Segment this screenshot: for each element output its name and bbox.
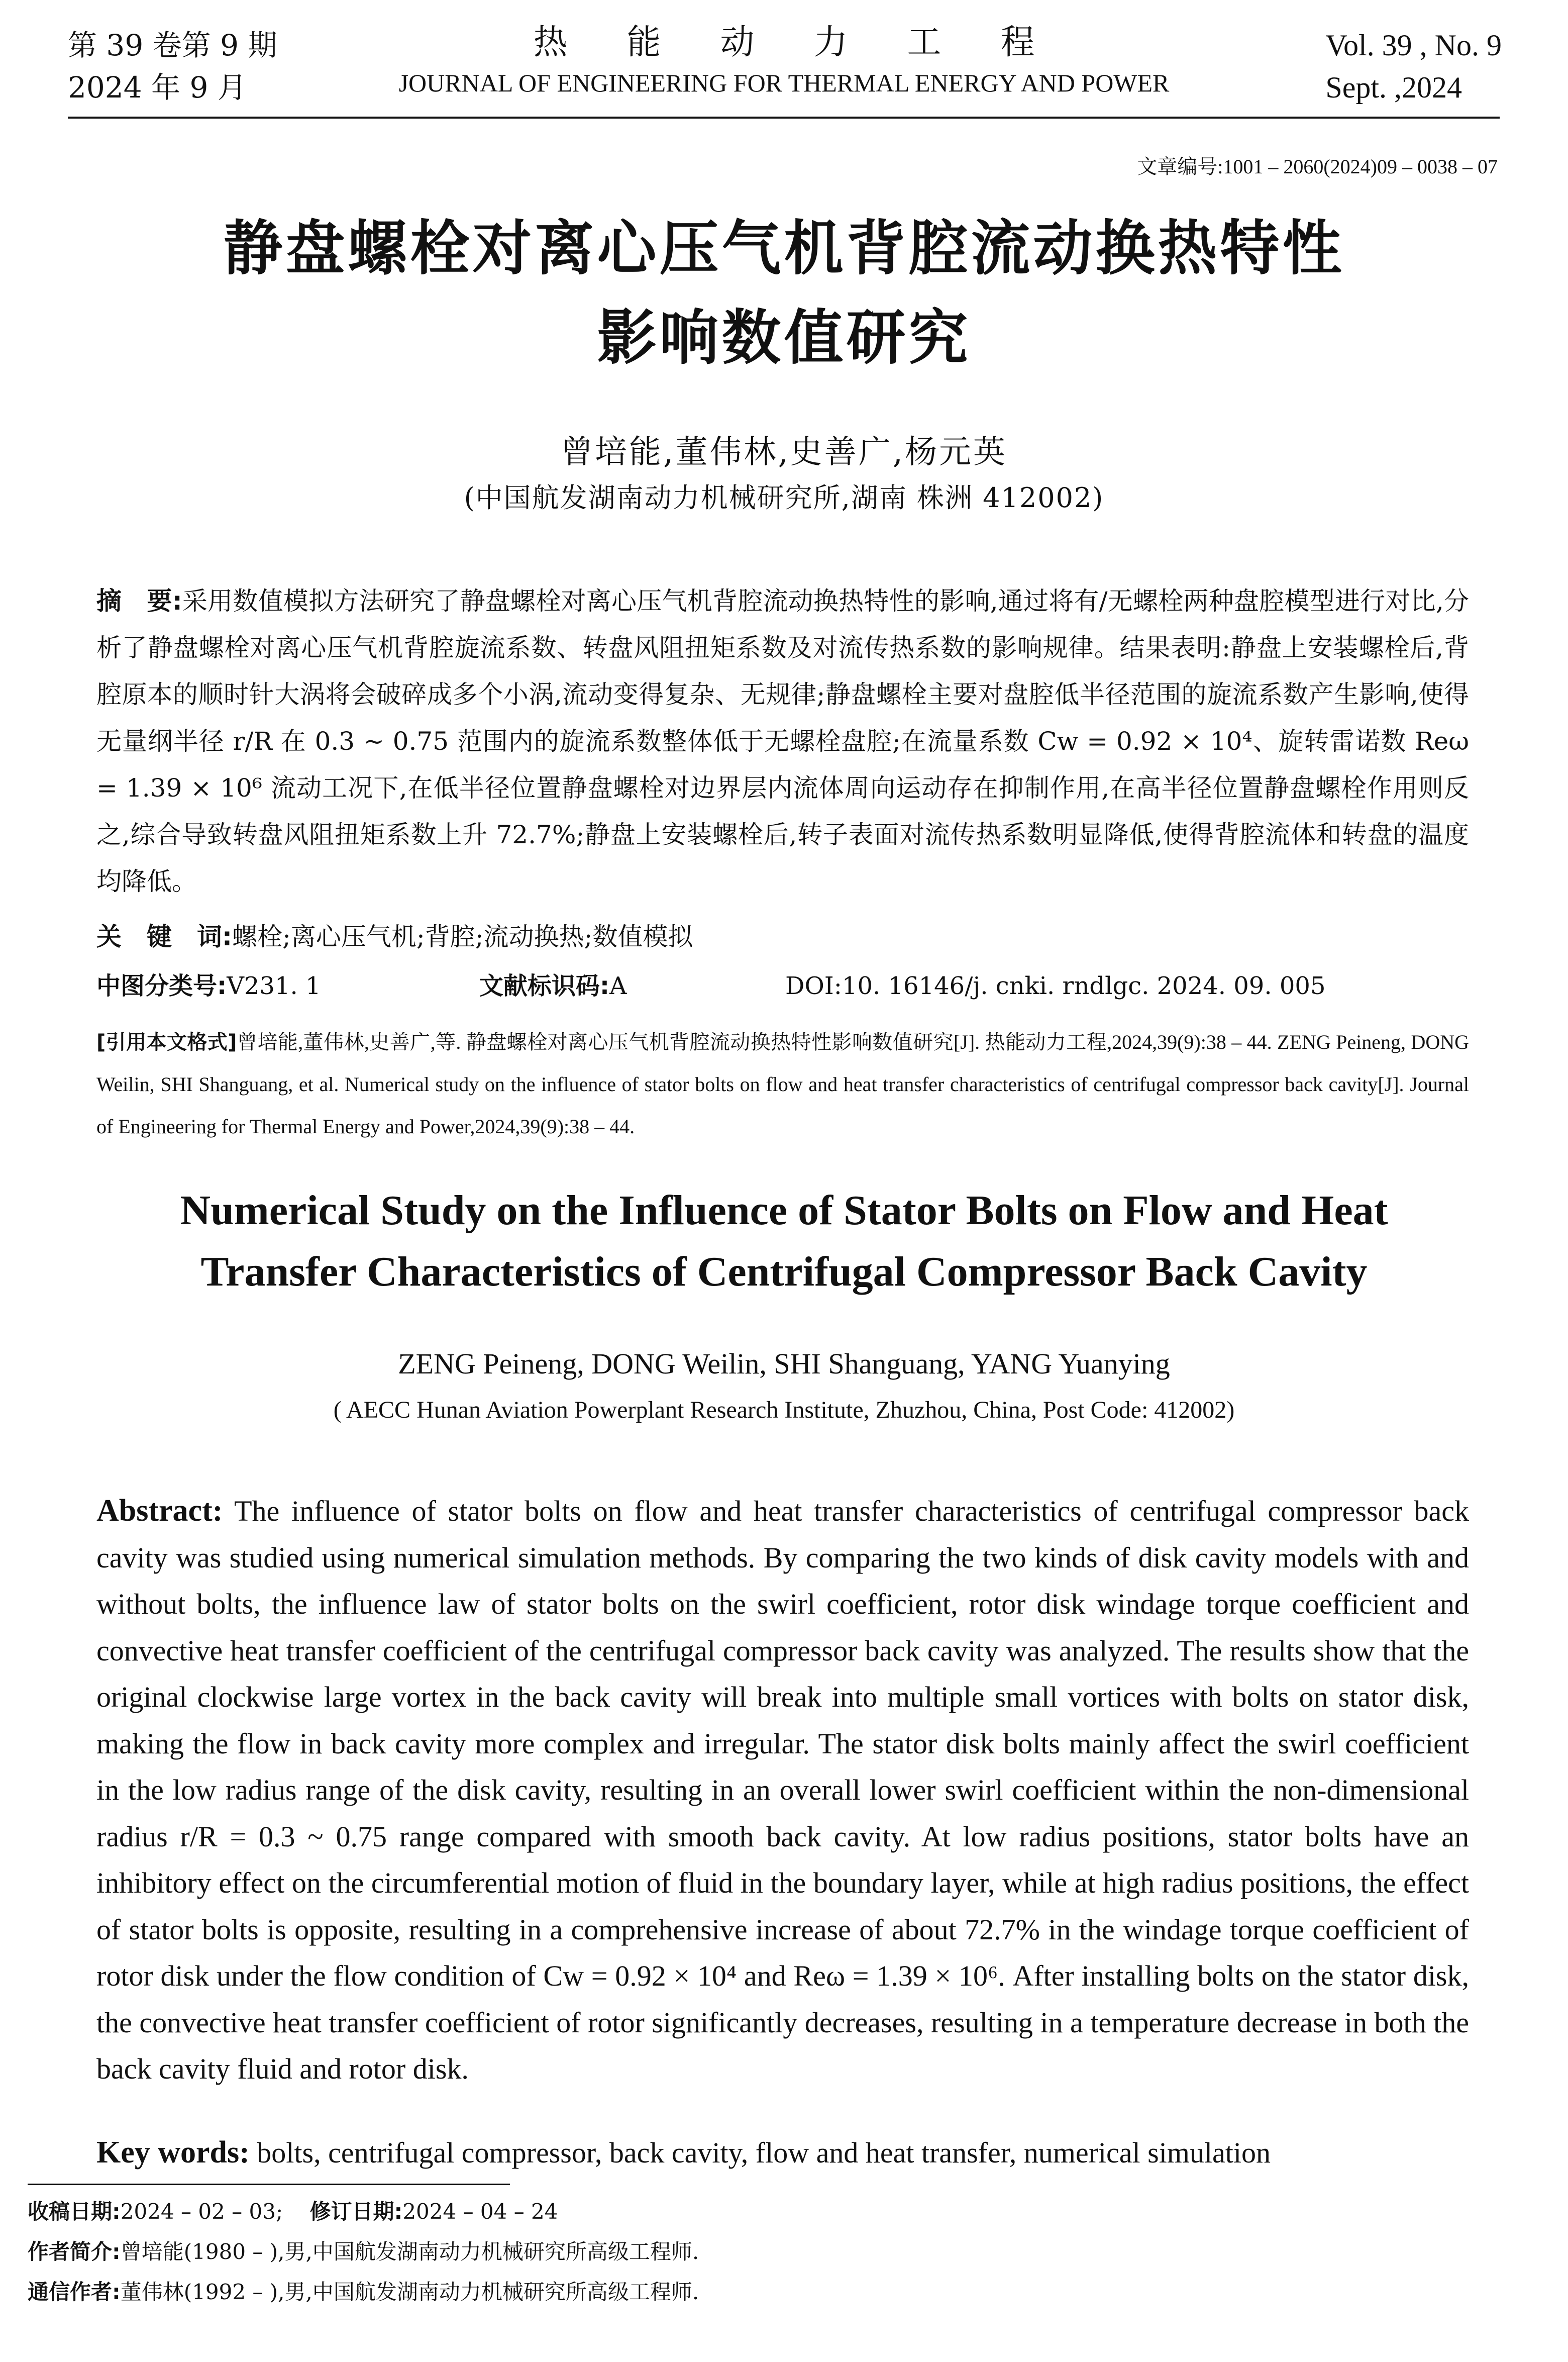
abstract-en [96, 1488, 1469, 2093]
citation-label: [引用本文格式] [96, 1031, 237, 1054]
paper-title-cn [0, 204, 1568, 382]
received-value: 2024 – 02 – 03; [120, 2199, 283, 2224]
journal-name-cn: 热能动力工程 [533, 23, 1094, 62]
issue-date-en: Sept. ,2024 [1325, 71, 1462, 104]
footnote-corresponding [28, 2273, 699, 2312]
paper-title-cn-line2: 影响数值研究 [597, 303, 971, 372]
paper-title-en-line2: Transfer Characteristics of Centrifugal Compressor Back Cavity [200, 1248, 1368, 1295]
bio-label: 作者简介: [28, 2239, 121, 2264]
doc-code-value: A [609, 972, 627, 1000]
keywords-cn [96, 914, 1469, 960]
journal-name-en: JOURNAL OF ENGINEERING FOR THERMAL ENERGY AND POWER [398, 69, 1170, 97]
classification-line [96, 963, 1469, 1010]
paper-title-cn-line1: 静盘螺栓对离心压气机背腔流动换热特性 [223, 214, 1345, 283]
keywords-en-label: Key words: [96, 2135, 250, 2170]
footnote-author-bio [28, 2232, 699, 2272]
corresponding-label: 通信作者: [28, 2280, 121, 2304]
issue-info-en [1325, 24, 1502, 109]
citation-format [96, 1021, 1469, 1148]
corresponding-value: 董伟林(1992 – ),男,中国航发湖南动力机械研究所高级工程师. [120, 2280, 699, 2304]
revised-label: 修订日期: [309, 2199, 403, 2224]
paper-title-en-line1: Numerical Study on the Influence of Stator Bolts on Flow and Heat [180, 1187, 1388, 1234]
keywords-en-text: bolts, centrifugal compressor, back cavity, flow and heat transfer, numerical simulation [257, 2136, 1271, 2169]
abstract-en-label: Abstract: [96, 1494, 223, 1528]
header-rule [68, 117, 1500, 119]
keywords-cn-label: 关 键 词: [96, 922, 232, 951]
clc-value: V231. 1 [227, 972, 321, 1000]
article-number: 文章编号:1001 – 2060(2024)09 – 0038 – 07 [1137, 155, 1498, 178]
keywords-cn-text: 螺栓;离心压气机;背腔;流动换热;数值模拟 [232, 922, 693, 951]
abstract-cn-text: 采用数值模拟方法研究了静盘螺栓对离心压气机背腔流动换热特性的影响,通过将有/无螺栓两种盘腔模型进行对比,分析了静盘螺栓对离心压气机背腔旋流系数、转盘风阻扭矩系数及对流传热系数的影响规律。结果表明:静盘上安装螺栓后,背腔原本的顺时针大涡将会破碎成多个小涡,流动变得复杂、无规律;静盘螺栓主要对盘腔低半径范围的旋流系数产生影响,使得无量纲半径 r/R 在 0.3 ~ 0.75 范围内的旋流系数整体低于无螺栓盘腔;在流量系数 Cw = 0.92 × 10⁴、旋转雷诺数 Reω = 1.39 × 10⁶ 流动工况下,在低半径位置静盘螺栓对边界层内流体周向运动存在抑制作用,在高半径位置静盘螺栓作用则反之,综合导致转盘风阻扭矩系数上升 72.7%;静盘上安装螺栓后,转子表面对流传热系数明显降低,使得背腔流体和转盘的温度均降低。 [96, 586, 1469, 896]
abstract-cn-label: 摘 要: [96, 586, 182, 616]
received-label: 收稿日期: [28, 2199, 121, 2224]
paper-title-en [0, 1180, 1568, 1303]
affiliation-en: ( AECC Hunan Aviation Powerplant Research Institute, Zhuzhou, China, Post Code: 412002) [333, 1397, 1235, 1423]
issue-volume-en: Vol. 39 , No. 9 [1325, 29, 1502, 62]
affiliation-cn: (中国航发湖南动力机械研究所,湖南 株洲 412002) [464, 482, 1104, 514]
keywords-en [96, 2135, 1469, 2171]
footnote-dates [28, 2192, 558, 2231]
issue-date: 2024 年 9 月 [68, 70, 247, 105]
clc-label: 中图分类号: [96, 972, 227, 1000]
bio-value: 曾培能(1980 – ),男,中国航发湖南动力机械研究所高级工程师. [120, 2239, 699, 2264]
issue-volume: 第 39 卷第 9 期 [68, 28, 277, 62]
abstract-cn [96, 578, 1469, 905]
authors-cn: 曾培能,董伟林,史善广,杨元英 [560, 434, 1008, 471]
abstract-en-text: The influence of stator bolts on flow and heat transfer characteristics of centrifugal compressor back cavity was studied using numerical simulation methods. By comparing the two kinds of disk cavity models with and without bolts, the influence law of stator bolts on the swirl coefficient, rotor disk windage torque coefficient and convective heat transfer coefficient of the centrifugal compressor back cavity was analyzed. The results show that the original clockwise large vortex in the back cavity will break into multiple small vortices with bolts on stator disk, making the flow in back cavity more complex and irregular. The stator disk bolts mainly affect the swirl coefficient in the low radius range of the disk cavity, resulting in an overall lower swirl coefficient within the non-dimensional radius r/R = 0.3 ~ 0.75 range compared with smooth back cavity. At low radius positions, stator bolts have an inhibitory effect on the circumferential motion of fluid in the boundary layer, while at high radius positions, the effect of stator bolts is opposite, resulting in a comprehensive increase of about 72.7% in the windage torque coefficient of rotor disk under the flow condition of Cw = 0.92 × 10⁴ and Reω = 1.39 × 10⁶. After installing bolts on the stator disk, the convective heat transfer coefficient of rotor significantly decreases, resulting in a temperature decrease in both the back cavity fluid and rotor disk. [96, 1495, 1469, 2085]
footnote-rule [28, 2184, 510, 2185]
doi: DOI:10. 16146/j. cnki. rndlgc. 2024. 09. 005 [785, 972, 1326, 1000]
authors-en: ZENG Peineng, DONG Weilin, SHI Shanguang, YANG Yuanying [398, 1347, 1170, 1380]
revised-value: 2024 – 04 – 24 [402, 2199, 558, 2224]
citation-text: 曾培能,董伟林,史善广,等. 静盘螺栓对离心压气机背腔流动换热特性影响数值研究[J]. 热能动力工程,2024,39(9):38 – 44. ZENG Peineng, DONG Weilin, SHI Shanguang, et al. Numerical study on the influence of stator bolts on flow and heat transfer characteristics of centrifugal compressor back cavity[J]. Journal of Engineering for Thermal Energy and Power,2024,39(9):38 – 44. [96, 1031, 1470, 1138]
doc-code-label: 文献标识码: [479, 972, 610, 1000]
